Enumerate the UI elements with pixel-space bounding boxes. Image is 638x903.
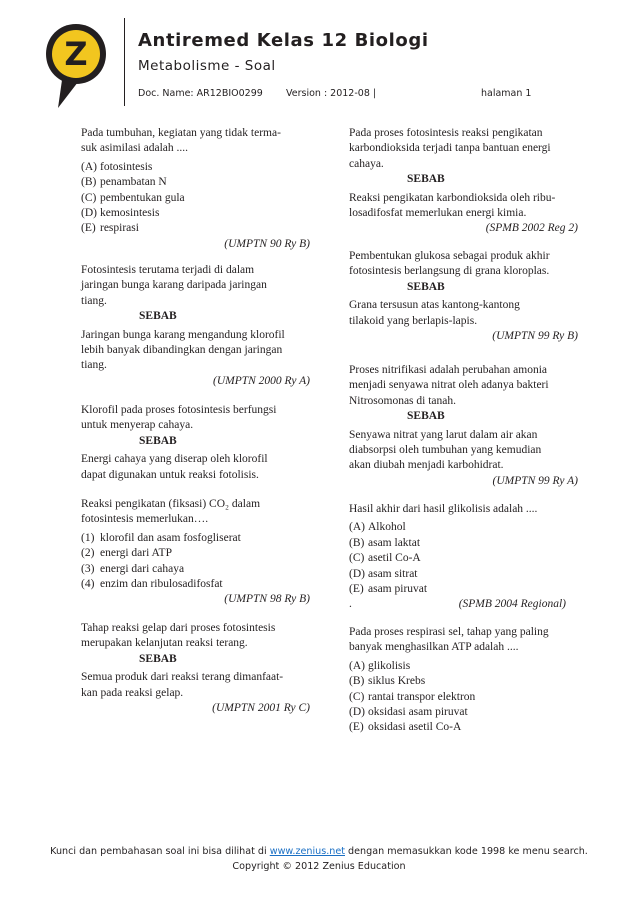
sebab-block xyxy=(62,309,310,374)
reason-text xyxy=(349,298,578,329)
question-02 xyxy=(62,263,310,389)
logo-letter: Z xyxy=(64,35,88,73)
option-label: (E) xyxy=(349,583,364,596)
question-text-line: fotosintesis memerlukan…. xyxy=(81,513,209,526)
answer-options xyxy=(330,659,578,736)
option-text: respirasi xyxy=(100,222,139,235)
option-label: (A) xyxy=(81,160,97,173)
answer-option xyxy=(81,577,310,592)
question-07 xyxy=(330,249,578,344)
option-label: (C) xyxy=(349,690,365,703)
document-title: Antiremed Kelas 12 Biologi xyxy=(138,30,429,51)
question-05 xyxy=(62,621,310,716)
doc-name: Doc. Name: AR12BIO0299 xyxy=(138,88,263,99)
reason-line: Energi cahaya yang diserap oleh klorofil xyxy=(81,453,268,466)
question-text-line: Proses nitrifikasi adalah perubahan amonia xyxy=(349,364,547,376)
answer-option xyxy=(349,567,578,582)
answer-options xyxy=(62,531,310,593)
option-text: energi dari cahaya xyxy=(100,562,185,575)
question-09 xyxy=(330,502,578,613)
reason-line: Reaksi pengikatan karbondioksida oleh ribu- xyxy=(349,191,556,204)
answer-option xyxy=(81,546,310,561)
sebab-label: SEBAB xyxy=(407,410,445,423)
footer-note xyxy=(0,846,638,857)
sebab-block xyxy=(330,280,578,329)
reason-line: diabsorpsi oleh tumbuhan yang kemudian xyxy=(349,444,542,457)
option-label: (B) xyxy=(81,176,97,189)
question-text-line: karbondioksida terjadi tanpa bantuan energi xyxy=(349,142,551,155)
trailing-dot: . xyxy=(349,598,352,611)
sebab-label: SEBAB xyxy=(139,434,177,447)
reason-text xyxy=(81,670,310,701)
option-label: (4) xyxy=(81,578,95,591)
question-text-line: tiang. xyxy=(81,294,107,307)
sebab-label: SEBAB xyxy=(407,280,445,293)
question-text-line: Pembentukan glukosa sebagai produk akhir xyxy=(349,250,550,262)
option-label: (E) xyxy=(81,222,96,235)
reason-line: losadifosfat memerlukan energi kimia. xyxy=(349,207,527,220)
option-label: (2) xyxy=(81,547,95,560)
question-text-line: banyak menghasilkan ATP adalah .... xyxy=(349,641,519,654)
option-text: energi dari ATP xyxy=(100,547,172,560)
option-text: asam piruvat xyxy=(368,583,428,596)
option-text: oksidasi asetil Co-A xyxy=(368,721,462,734)
document-meta xyxy=(138,88,558,102)
question-text-line: Reaksi pengikatan (fiksasi) CO₂ dalam xyxy=(81,498,261,510)
sebab-label: SEBAB xyxy=(139,310,177,323)
question-source: (SPMB 2002 Reg 2) xyxy=(485,222,578,235)
question-text-line: untuk menyerap cahaya. xyxy=(81,419,194,432)
question-text-line: Fotosintesis terutama terjadi di dalam xyxy=(81,264,255,276)
option-text: siklus Krebs xyxy=(368,675,426,688)
option-label: (E) xyxy=(349,721,364,734)
question-text-line: Pada proses respirasi sel, tahap yang paling xyxy=(349,626,549,638)
question-source: (UMPTN 98 Ry B) xyxy=(224,593,310,606)
question-source: (SPMB 2004 Regional) xyxy=(458,598,566,611)
document-subtitle: Metabolisme - Soal xyxy=(138,58,276,74)
option-label: (D) xyxy=(349,567,365,580)
option-label: (B) xyxy=(349,536,365,549)
answer-option xyxy=(349,659,578,674)
question-01 xyxy=(62,126,310,252)
option-text: klorofil dan asam fosfogliserat xyxy=(100,531,241,544)
reason-text xyxy=(349,191,578,222)
question-text-line: fotosintesis berlangsung di grana kloroplas. xyxy=(349,265,550,278)
option-label: (C) xyxy=(349,552,365,565)
reason-line: kan pada reaksi gelap. xyxy=(81,686,184,699)
sebab-label: SEBAB xyxy=(139,652,177,665)
option-label: (3) xyxy=(81,562,95,575)
answer-option xyxy=(349,674,578,689)
question-source: (UMPTN 2001 Ry C) xyxy=(212,702,310,715)
zenius-logo xyxy=(44,22,108,112)
sebab-block xyxy=(62,434,310,483)
sebab-block xyxy=(330,409,578,474)
answer-option xyxy=(81,531,310,546)
reason-text xyxy=(349,428,578,474)
copyright: Copyright © 2012 Zenius Education xyxy=(232,861,406,872)
option-label: (1) xyxy=(81,531,95,544)
reason-line: lebih banyak dibandingkan dengan jaringan xyxy=(81,344,283,357)
option-text: pembentukan gula xyxy=(100,191,185,204)
footer-text-pre: Kunci dan pembahasan soal ini bisa dilihat di xyxy=(50,846,270,857)
reason-line: Semua produk dari reaksi terang dimanfaat- xyxy=(81,671,284,684)
question-03 xyxy=(62,403,310,483)
option-text: kemosintesis xyxy=(100,207,160,220)
answer-option xyxy=(349,520,578,535)
answer-option xyxy=(81,191,310,206)
footer-text-post: dengan memasukkan kode 1998 ke menu search. xyxy=(345,846,588,857)
answer-option xyxy=(349,551,578,566)
sebab-block xyxy=(330,172,578,221)
option-text: glikolisis xyxy=(368,659,411,672)
question-text-line: menjadi senyawa nitrat oleh adanya bakteri xyxy=(349,379,549,392)
sebab-block xyxy=(62,652,310,701)
reason-line: Jaringan bunga karang mengandung klorofil xyxy=(81,328,285,341)
answer-option xyxy=(81,160,310,175)
question-source: (UMPTN 90 Ry B) xyxy=(224,237,310,250)
source-row xyxy=(330,597,578,612)
question-text-line: merupakan kelanjutan reaksi terang. xyxy=(81,637,248,650)
option-text: enzim dan ribulosadifosfat xyxy=(100,578,223,591)
question-text-line: Klorofil pada proses fotosintesis berfungsi xyxy=(81,404,277,416)
question-text-line: Pada tumbuhan, kegiatan yang tidak terma- xyxy=(81,127,281,139)
question-source: (UMPTN 99 Ry B) xyxy=(492,330,578,343)
reason-line: Senyawa nitrat yang larut dalam air akan xyxy=(349,428,538,441)
question-text-line: Nitrosomonas di tanah. xyxy=(349,394,456,407)
question-08 xyxy=(330,363,578,489)
reason-line: dapat digunakan untuk reaksi fotolisis. xyxy=(81,468,259,481)
option-label: (D) xyxy=(349,706,365,719)
answer-option xyxy=(81,562,310,577)
option-label: (C) xyxy=(81,191,97,204)
reason-line: tiang. xyxy=(81,359,107,372)
doc-version: Version : 2012-08 | xyxy=(286,88,377,99)
question-text-line: Pada proses fotosintesis reaksi pengikatan xyxy=(349,127,543,139)
question-10 xyxy=(330,625,578,736)
reason-line: akan diubah menjadi karbohidrat. xyxy=(349,459,504,472)
answer-options xyxy=(62,160,310,237)
option-label: (D) xyxy=(81,207,97,220)
option-text: penambatan N xyxy=(100,176,167,189)
question-04 xyxy=(62,497,310,608)
question-source: (UMPTN 99 Ry A) xyxy=(492,474,578,487)
question-text-line: cahaya. xyxy=(349,157,384,170)
answer-option xyxy=(349,536,578,551)
option-text: oksidasi asam piruvat xyxy=(368,706,468,719)
answer-option xyxy=(81,221,310,236)
question-text-line: Tahap reaksi gelap dari proses fotosintesis xyxy=(81,622,276,634)
option-text: fotosintesis xyxy=(100,160,153,173)
reason-text xyxy=(81,452,310,483)
question-06 xyxy=(330,126,578,237)
zenius-link[interactable]: www.zenius.net xyxy=(269,846,345,857)
option-label: (A) xyxy=(349,521,365,534)
reason-text xyxy=(81,328,310,374)
page-number: halaman 1 xyxy=(481,88,532,99)
answer-option xyxy=(81,175,310,190)
question-source: (UMPTN 2000 Ry A) xyxy=(213,374,310,387)
answer-option xyxy=(349,705,578,720)
question-text-line: Hasil akhir dari hasil glikolisis adalah .... xyxy=(349,503,538,515)
answer-option xyxy=(81,206,310,221)
answer-options xyxy=(330,520,578,597)
option-text: asam laktat xyxy=(368,536,421,549)
answer-option xyxy=(349,720,578,735)
reason-line: tilakoid yang berlapis-lapis. xyxy=(349,314,478,327)
option-label: (A) xyxy=(349,659,365,672)
answer-option xyxy=(349,690,578,705)
option-text: asetil Co-A xyxy=(368,552,421,565)
option-text: rantai transpor elektron xyxy=(368,690,476,703)
answer-option xyxy=(349,582,578,597)
option-text: asam sitrat xyxy=(368,567,418,580)
question-text-line: suk asimilasi adalah .... xyxy=(81,142,188,155)
question-text-line: jaringan bunga karang daripada jaringan xyxy=(81,279,267,292)
option-label: (B) xyxy=(349,675,365,688)
sebab-label: SEBAB xyxy=(407,173,445,186)
header-divider xyxy=(124,18,125,106)
reason-line: Grana tersusun atas kantong-kantong xyxy=(349,299,520,312)
option-text: Alkohol xyxy=(368,521,406,534)
